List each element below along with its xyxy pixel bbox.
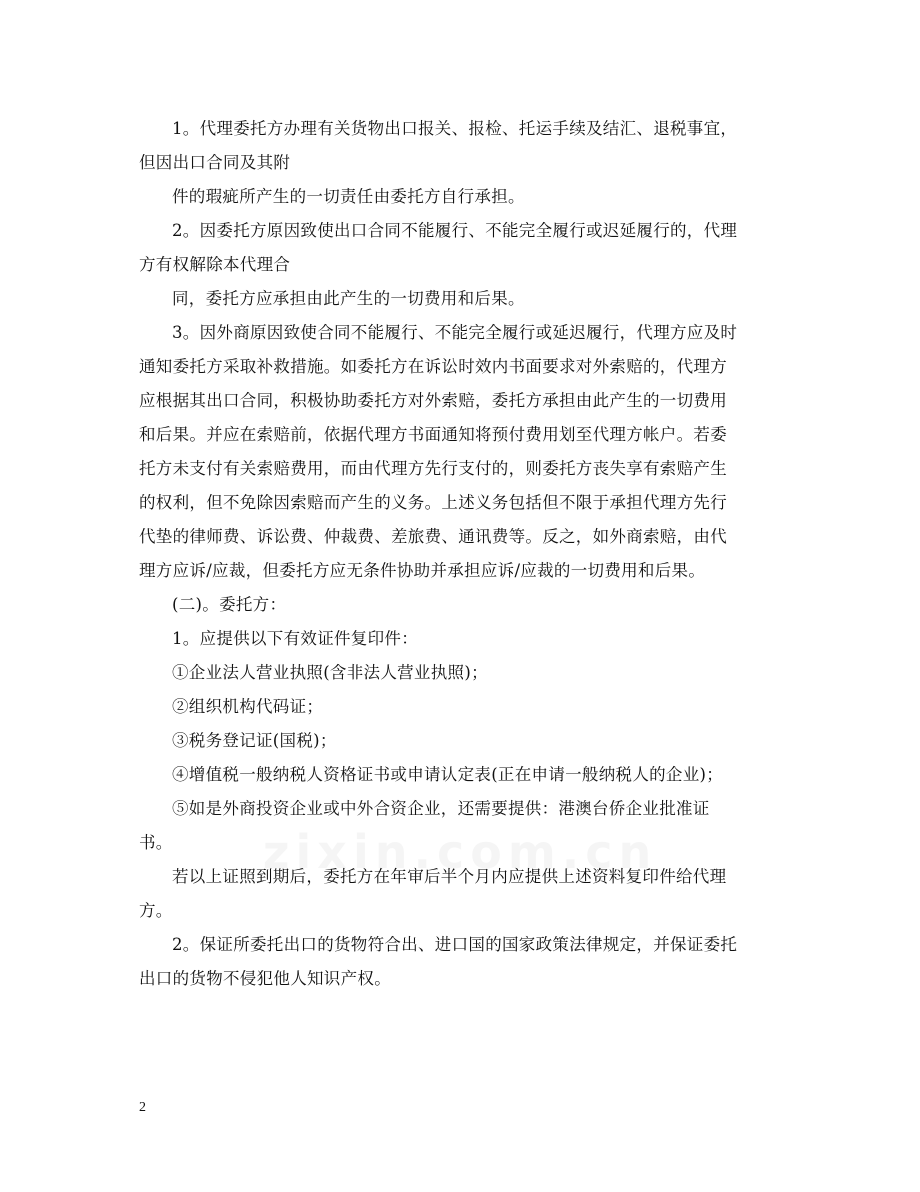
text-line: 出口的货物不侵犯他人知识产权。 — [139, 969, 391, 988]
text-line: 件的瑕疵所产生的一切责任由委托方自行承担。 — [172, 187, 525, 206]
text-line: ①企业法人营业执照(含非法人营业执照)； — [172, 663, 488, 682]
text-line: ⑤如是外商投资企业或中外合资企业，还需要提供：港澳台侨企业批准证 — [172, 799, 710, 818]
text-line: 方。 — [139, 901, 173, 920]
text-line: 2。保证所委托出口的货物符合出、进口国的国家政策法律规定，并保证委托 — [172, 935, 738, 954]
text-line: 代垫的律师费、诉讼费、仲裁费、差旅费、通讯费等。反之，如外商索赔，由代 — [139, 527, 727, 546]
text-line: (二)。委托方： — [172, 595, 287, 614]
text-line: 1。应提供以下有效证件复印件： — [172, 629, 418, 648]
text-line: ④增值税一般纳税人资格证书或申请认定表(正在申请一般纳税人的企业)； — [172, 765, 724, 784]
text-line: 托方未支付有关索赔费用，而由代理方先行支付的，则委托方丧失享有索赔产生 — [139, 459, 727, 478]
text-line: 若以上证照到期后，委托方在年审后半个月内应提供上述资料复印件给代理 — [172, 867, 727, 886]
page-number: 2 — [139, 1100, 146, 1115]
text-line: 同，委托方应承担由此产生的一切费用和后果。 — [172, 289, 525, 308]
text-line: 通知委托方采取补救措施。如委托方在诉讼时效内书面要求对外索赔的，代理方 — [139, 357, 727, 376]
text-line: 理方应诉/应裁，但委托方应无条件协助并承担应诉/应裁的一切费用和后果。 — [139, 561, 706, 580]
text-line: 但因出口合同及其附 — [139, 153, 291, 172]
text-line: 应根据其出口合同，积极协助委托方对外索赔，委托方承担由此产生的一切费用 — [139, 391, 727, 410]
text-line: 方有权解除本代理合 — [139, 255, 291, 274]
document-body — [139, 112, 784, 996]
text-line: 和后果。并应在索赔前，依据代理方书面通知将预付费用划至代理方帐户。若委 — [139, 425, 727, 444]
text-line: 1。代理委托方办理有关货物出口报关、报检、托运手续及结汇、退税事宜， — [172, 119, 738, 138]
text-line: ③税务登记证(国税)； — [172, 731, 337, 750]
text-line: ②组织机构代码证； — [172, 697, 324, 716]
text-line: 书。 — [139, 833, 173, 852]
text-line: 3。因外商原因致使合同不能履行、不能完全履行或延迟履行，代理方应及时 — [172, 323, 738, 342]
text-line: 2。因委托方原因致使出口合同不能履行、不能完全履行或迟延履行的，代理 — [172, 221, 738, 240]
text-line: 的权利，但不免除因索赔而产生的义务。上述义务包括但不限于承担代理方先行 — [139, 493, 727, 512]
